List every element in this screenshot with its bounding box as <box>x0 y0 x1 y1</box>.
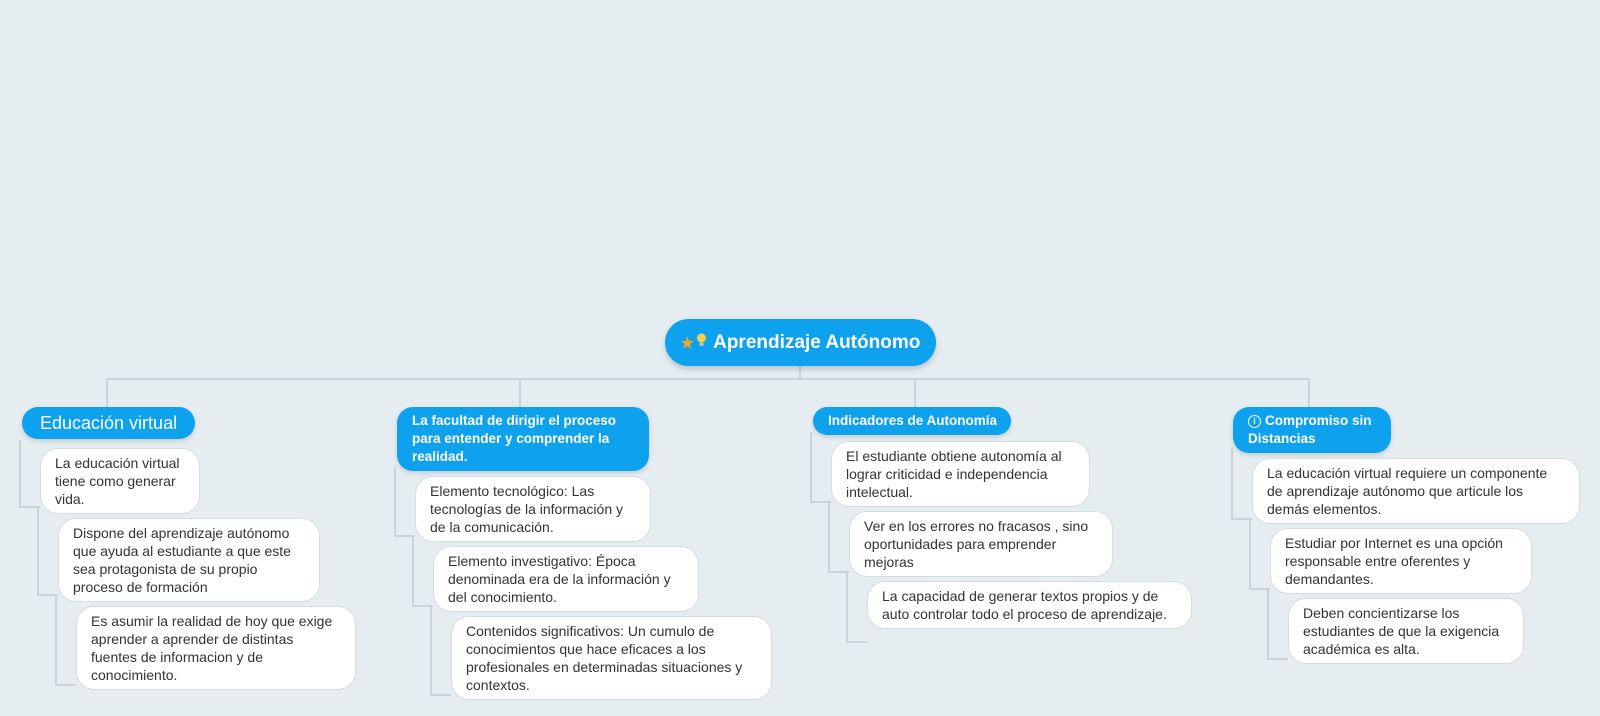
subtopic-text: Elemento tecnológico: Las tecnologías de la información y de la comunicación. <box>430 483 623 535</box>
branch-educacion-virtual[interactable] <box>22 407 195 439</box>
subtopic-node[interactable] <box>831 441 1090 507</box>
subtopic-node[interactable] <box>1252 458 1580 524</box>
star-icon: ★ <box>680 334 695 352</box>
subtopic-node[interactable] <box>58 518 320 602</box>
branch-title: Compromiso sin Distancias <box>1248 413 1372 446</box>
subtopic-text: La capacidad de generar textos propios y de auto controlar todo el proceso de aprendizaje. <box>882 588 1167 622</box>
branch-indicadores[interactable] <box>813 407 1011 435</box>
subtopic-text: Dispone del aprendizaje autónomo que ayuda al estudiante a que este sea protagonista de su propio proceso de formación <box>73 525 291 595</box>
subtopic-node[interactable] <box>849 511 1113 577</box>
subtopic-node[interactable] <box>40 448 200 514</box>
subtopic-text: El estudiante obtiene autonomía al lograr criticidad e independencia intelectual. <box>846 448 1062 500</box>
subtopic-text: Estudiar por Internet es una opción responsable entre oferentes y demandantes. <box>1285 535 1503 587</box>
subtopic-text: Ver en los errores no fracasos , sino oportunidades para emprender mejoras <box>864 518 1089 570</box>
central-topic[interactable] <box>665 319 936 366</box>
central-title: Aprendizaje Autónomo <box>713 331 921 353</box>
branch-title: Educación virtual <box>40 413 178 433</box>
branch-title: La facultad de dirigir el proceso para entender y comprender la realidad. <box>412 413 617 464</box>
subtopic-node[interactable] <box>1270 528 1532 594</box>
branch-facultad[interactable] <box>397 407 649 471</box>
lightbulb-svg <box>696 333 707 348</box>
subtopic-node[interactable] <box>451 616 772 700</box>
subtopic-text: Elemento investigativo: Época denominada era de la información y del conocimiento. <box>448 553 671 605</box>
subtopic-text: La educación virtual tiene como generar vida. <box>55 455 180 507</box>
info-icon: i <box>1248 415 1261 428</box>
subtopic-node[interactable] <box>433 546 699 612</box>
subtopic-node[interactable] <box>1288 598 1524 664</box>
subtopic-text: Es asumir la realidad de hoy que exige aprender a aprender de distintas fuentes de informacion y de conocimiento. <box>91 613 333 683</box>
subtopic-text: La educación virtual requiere un componente de aprendizaje autónomo que articule los demás elementos. <box>1267 465 1548 517</box>
subtopic-text: Contenidos significativos: Un cumulo de conocimientos que hace eficaces a los profesionales en determinadas situaciones y contextos. <box>466 623 743 693</box>
branch-title: Indicadores de Autonomía <box>828 413 998 428</box>
subtopic-node[interactable] <box>867 581 1192 629</box>
subtopic-text: Deben concientizarse los estudiantes de que la exigencia académica es alta. <box>1303 605 1500 657</box>
subtopic-node[interactable] <box>76 606 356 690</box>
subtopic-node[interactable] <box>415 476 651 542</box>
branch-compromiso[interactable] <box>1233 407 1391 453</box>
lightbulb-icon <box>696 333 707 352</box>
